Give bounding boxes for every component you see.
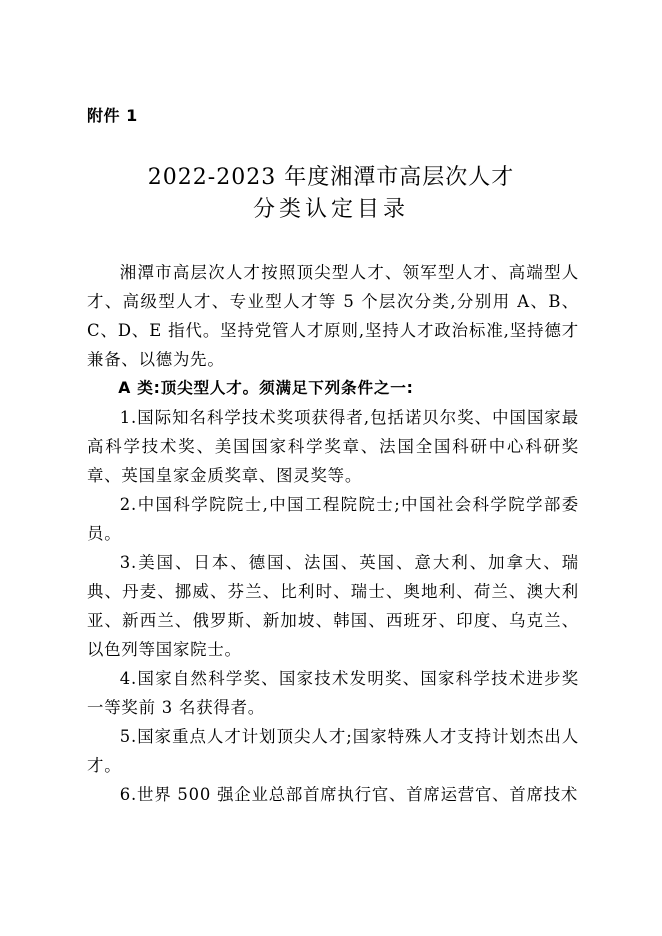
category-a-item-2: 2.中国科学院院士,中国工程院院士;中国社会科学院学部委员。 (87, 495, 579, 543)
document-body (87, 258, 579, 809)
intro-paragraph: 湘潭市高层次人才按照顶尖型人才、领军型人才、高端型人才、高级型人才、专业型人才等 5 个层次分类,分别用 A、B、C、D、E 指代。坚持党管人才原则,坚持人才政治标准,坚持德才兼备、以德为先。 (87, 263, 579, 369)
category-a-item-1: 1.国际知名科学技术奖项获得者,包括诺贝尔奖、中国国家最高科学技术奖、美国国家科学奖章、法国全国科研中心科研奖章、英国皇家金质奖章、图灵奖等。 (87, 408, 579, 485)
category-a-heading: A 类:顶尖型人才。须满足下列条件之一: (118, 379, 414, 397)
document-title-line-2: 分类认定目录 (252, 197, 409, 222)
category-a-item-3: 3.美国、日本、德国、法国、英国、意大利、加拿大、瑞典、丹麦、挪威、芬兰、比利时、瑞士、奥地利、荷兰、澳大利亚、新西兰、俄罗斯、新加坡、韩国、西班牙、印度、乌克兰、以色列等国家院士。 (87, 553, 579, 659)
category-a-item-4: 4.国家自然科学奖、国家技术发明奖、国家科学技术进步奖一等奖前 3 名获得者。 (87, 669, 579, 717)
category-a-item-5: 5.国家重点人才计划顶尖人才;国家特殊人才支持计划杰出人才。 (87, 727, 579, 775)
category-a-item-6: 6.世界 500 强企业总部首席执行官、首席运营官、首席技术 (119, 785, 579, 804)
document-title-line-1: 2022-2023 年度湘潭市高层次人才 (147, 165, 515, 190)
attachment-label: 附件 1 (87, 106, 138, 125)
